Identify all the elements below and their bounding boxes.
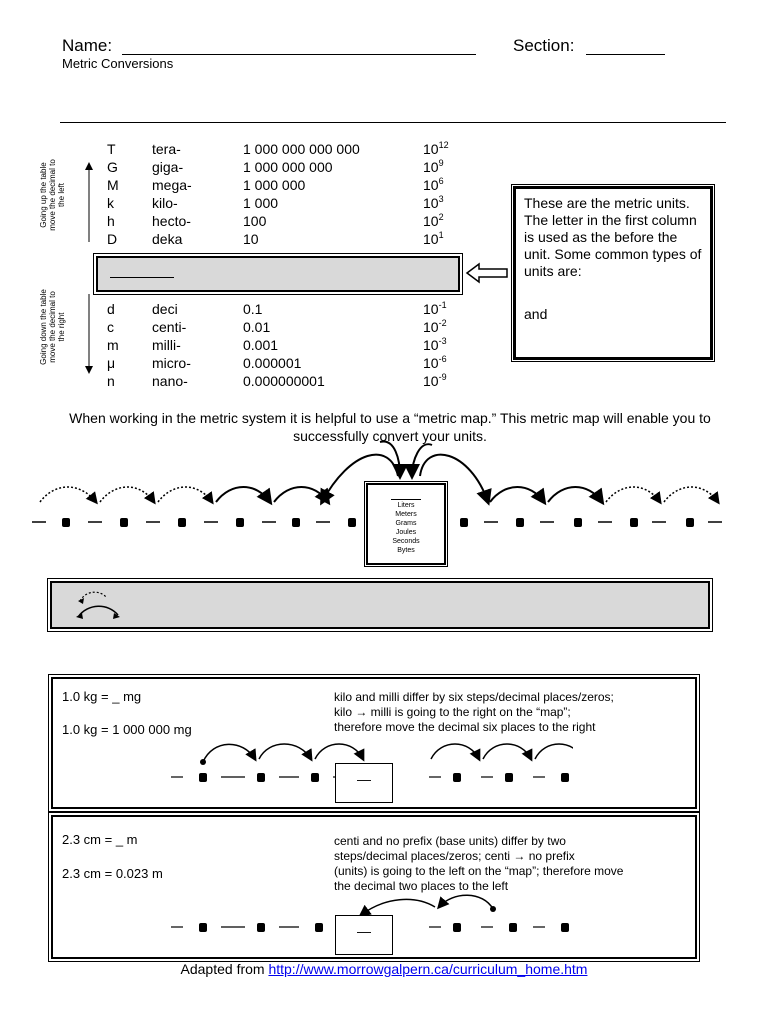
unit-label: Meters xyxy=(395,511,417,518)
prefix-value: 1 000 xyxy=(243,195,279,211)
page-subtitle: Metric Conversions xyxy=(62,56,174,71)
example-answer: 2.3 cm = 0.023 m xyxy=(62,866,163,881)
prefix-power: $10^{-1}$ xyxy=(423,300,447,317)
prefix-power: $10^{-6}$ xyxy=(423,354,447,371)
prefix-symbol: n xyxy=(107,373,115,389)
base-units-box xyxy=(366,483,446,565)
prefix-value: 1 000 000 000 xyxy=(243,159,333,175)
example-question: 2.3 cm = _ m xyxy=(62,832,138,847)
prefix-power: $10^3$ xyxy=(423,194,444,211)
example-explanation: kilo and milli differ by six steps/decimal places/zeros; kilo → milli is going to the right on the “map”; therefore move the decimal six places to the right xyxy=(334,690,614,734)
prefix-symbol: c xyxy=(107,319,114,335)
prefix-symbol: m xyxy=(107,337,119,353)
prefix-value: 0.01 xyxy=(243,319,271,335)
prefix-symbol: D xyxy=(107,231,118,247)
prefix-name: kilo- xyxy=(152,195,178,211)
name-blank-line xyxy=(122,54,476,55)
prefix-value: 0.000000001 xyxy=(243,373,325,389)
example-base-unit-box: — xyxy=(335,915,393,955)
prefix-value: 0.1 xyxy=(243,301,263,317)
example-question: 1.0 kg = _ mg xyxy=(62,689,142,704)
example-base-unit-box: — xyxy=(335,763,393,803)
metric-units-note-box xyxy=(511,184,715,362)
prefix-name: hecto- xyxy=(152,213,191,229)
example-answer: 1.0 kg = 1 000 000 mg xyxy=(62,722,192,737)
unit-label: Bytes xyxy=(397,547,415,554)
prefix-name: mega- xyxy=(152,177,192,193)
section-label: Section: xyxy=(513,36,575,55)
prefix-value: 0.001 xyxy=(243,337,279,353)
prefix-symbol: k xyxy=(107,195,114,211)
prefix-power: $10^{-9}$ xyxy=(423,372,447,389)
footer-attribution xyxy=(0,961,768,977)
header-divider xyxy=(60,122,726,123)
example-kg-to-mg xyxy=(51,677,697,809)
source-link[interactable]: http://www.morrowgalpern.ca/curriculum_home.htm xyxy=(268,961,588,977)
unit-label: Seconds xyxy=(392,538,420,545)
prefix-power: $10^{-3}$ xyxy=(423,336,447,353)
prefix-name: micro- xyxy=(152,355,191,371)
base-units-blank-line xyxy=(391,499,421,500)
prefix-symbol: T xyxy=(107,141,116,157)
example-explanation: centi and no prefix (base units) differ by two steps/decimal places/zeros; centi → no prefix (units) is going to the left on the “map”; therefore move the decimal two places to the left xyxy=(334,834,624,893)
footer-prefix: Adapted from xyxy=(180,961,269,977)
prefix-name: centi- xyxy=(152,319,187,335)
arrow-legend-icons xyxy=(74,587,124,623)
prefix-value: 1 000 000 000 000 xyxy=(243,141,360,157)
prefix-power: $10^1$ xyxy=(423,230,444,247)
unit-label: Grams xyxy=(395,520,417,527)
name-label: Name: xyxy=(62,36,113,55)
prefix-value: 0.000001 xyxy=(243,355,302,371)
prefix-power: $10^{-2}$ xyxy=(423,318,447,335)
prefix-symbol: μ xyxy=(107,355,116,371)
prefix-symbol: M xyxy=(107,177,119,193)
prefix-power: $10^6$ xyxy=(423,176,444,193)
unit-label: Joules xyxy=(395,529,417,536)
base-unit-blank-line xyxy=(110,277,174,278)
prefix-value: 10 xyxy=(243,231,259,247)
vertical-arrows xyxy=(82,160,96,380)
prefix-power: $10^{12}$ xyxy=(423,140,449,157)
prefix-symbol: d xyxy=(107,301,115,317)
prefix-value: 100 xyxy=(243,213,267,229)
prefix-name: nano- xyxy=(152,373,188,389)
prefix-symbol: h xyxy=(107,213,115,229)
metric-units-and-text: and xyxy=(524,306,548,322)
section-blank-line xyxy=(586,54,665,55)
prefix-name: deka xyxy=(152,231,183,247)
prefix-name: giga- xyxy=(152,159,184,175)
base-unit-answer-box xyxy=(96,256,460,292)
prefix-name: tera- xyxy=(152,141,181,157)
metric-units-note-text: These are the metric units. The letter in the first column is used as the before the unit. Some common types of units are: xyxy=(524,195,702,279)
hollow-left-arrow-icon xyxy=(465,262,509,284)
prefix-power: $10^2$ xyxy=(423,212,444,229)
prefix-value: 1 000 000 xyxy=(243,177,306,193)
prefix-name: deci xyxy=(152,301,178,317)
arrow-legend-box xyxy=(50,581,710,629)
up-table-note: Going up the table move the decimal to the left xyxy=(39,159,66,231)
prefix-name: milli- xyxy=(152,337,181,353)
unit-label: Liters xyxy=(397,502,415,509)
prefix-symbol: G xyxy=(107,159,118,175)
prefix-power: $10^9$ xyxy=(423,158,444,175)
metric-map-intro: When working in the metric system it is helpful to use a “metric map.” This metric map will enable you to successfully convert your units. xyxy=(69,410,711,444)
example-cm-to-m xyxy=(51,815,697,959)
down-table-note: Going down the table move the decimal to the right xyxy=(39,289,66,365)
